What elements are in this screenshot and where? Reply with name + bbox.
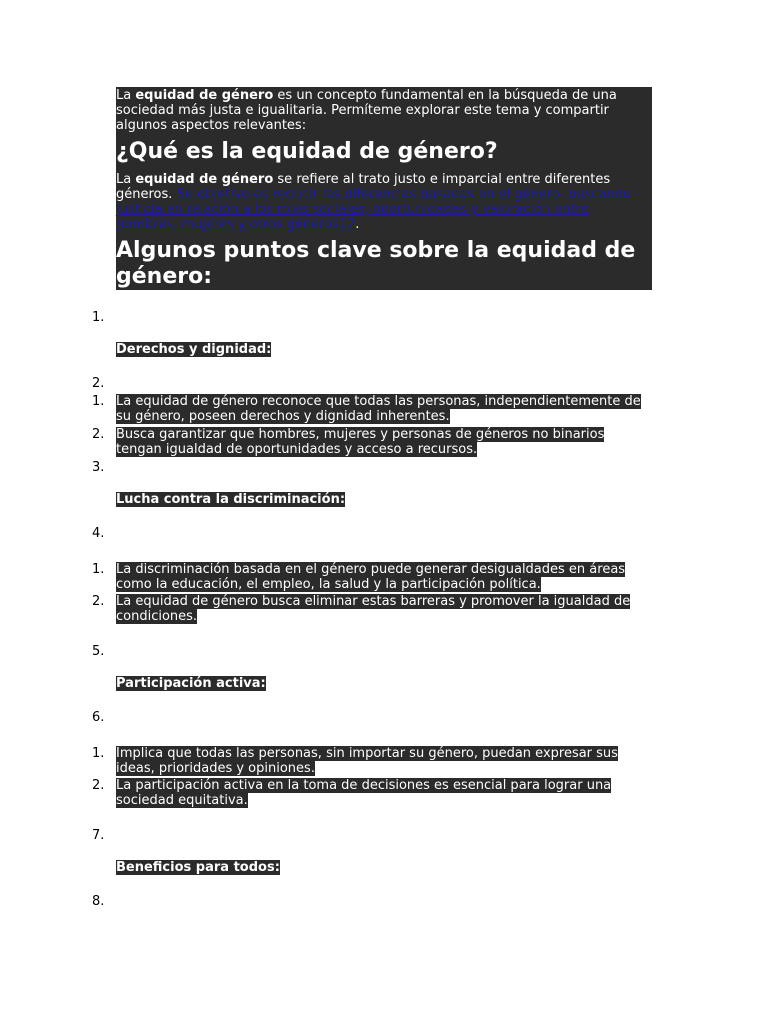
def-bold: equidad de género xyxy=(135,172,274,187)
intro-bold: equidad de género xyxy=(135,88,274,103)
sublist-number: 1. xyxy=(92,746,105,761)
list-number: 1. xyxy=(92,310,105,325)
definition-paragraph xyxy=(116,172,652,232)
section-title-text: Participación activa: xyxy=(116,676,266,691)
sublist-item xyxy=(116,594,652,624)
section-title xyxy=(116,492,345,507)
list-number: 8. xyxy=(92,894,105,909)
sublist-item xyxy=(116,778,652,808)
section-title-text: Lucha contra la discriminación: xyxy=(116,492,346,507)
heading-what-is: ¿Qué es la equidad de género? xyxy=(116,139,498,164)
section-title xyxy=(116,860,280,875)
sublist-number: 1. xyxy=(92,394,105,409)
heading-key-points: Algunos puntos clave sobre la equidad de género: xyxy=(116,238,636,289)
sublist-number: 2. xyxy=(92,778,105,793)
section-title-text: Beneficios para todos: xyxy=(116,860,280,875)
intro-post: es un concepto fundamental en la búsqueda de una sociedad más justa e igualitaria. Permíteme explorar este tema y compartir algunos aspectos relevantes: xyxy=(116,88,617,133)
sublist-item-text: La discriminación basada en el género puede generar desigualdades en áreas como la educación, el empleo, la salud y la participación política. xyxy=(116,562,626,592)
section-title xyxy=(116,676,266,691)
sublist-item xyxy=(116,562,652,592)
list-number: 2. xyxy=(92,376,105,391)
list-number: 3. xyxy=(92,460,105,475)
sublist-item-text: Implica que todas las personas, sin importar su género, puedan expresar sus ideas, prioridades y opiniones. xyxy=(116,746,618,776)
sublist-item xyxy=(116,427,652,457)
sublist-item xyxy=(116,394,652,424)
section-title xyxy=(116,342,271,357)
intro-pre: La xyxy=(116,88,136,103)
sublist-item xyxy=(116,746,652,776)
sublist-number: 1. xyxy=(92,562,105,577)
def-pre: La xyxy=(116,172,136,187)
definition-link[interactable]: Su objetivo es reducir las diferencias basadas en el género, buscando justicia en relación a los roles sociales, oportunidades y valoración entre hombres, mujeres y otros géneros12 xyxy=(116,187,631,232)
sublist-number: 2. xyxy=(92,427,105,442)
sublist-item-text: La equidad de género busca eliminar estas barreras y promover la igualdad de condiciones. xyxy=(116,594,631,624)
section-title-text: Derechos y dignidad: xyxy=(116,342,272,357)
sublist-item-text: Busca garantizar que hombres, mujeres y personas de géneros no binarios tengan igualdad de oportunidades y acceso a recursos. xyxy=(116,427,605,457)
def-end: . xyxy=(355,217,360,232)
list-number: 4. xyxy=(92,526,105,541)
sublist-item-text: La participación activa en la toma de decisiones es esencial para lograr una sociedad equitativa. xyxy=(116,778,612,808)
sublist-number: 2. xyxy=(92,594,105,609)
list-number: 5. xyxy=(92,644,105,659)
list-number: 6. xyxy=(92,710,105,725)
sublist-item-text: La equidad de género reconoce que todas las personas, independientemente de su género, poseen derechos y dignidad inherentes. xyxy=(116,394,641,424)
list-number: 7. xyxy=(92,828,105,843)
intro-paragraph xyxy=(116,88,652,133)
def-post: se refiere al trato justo e imparcial entre diferentes géneros. xyxy=(116,172,611,202)
